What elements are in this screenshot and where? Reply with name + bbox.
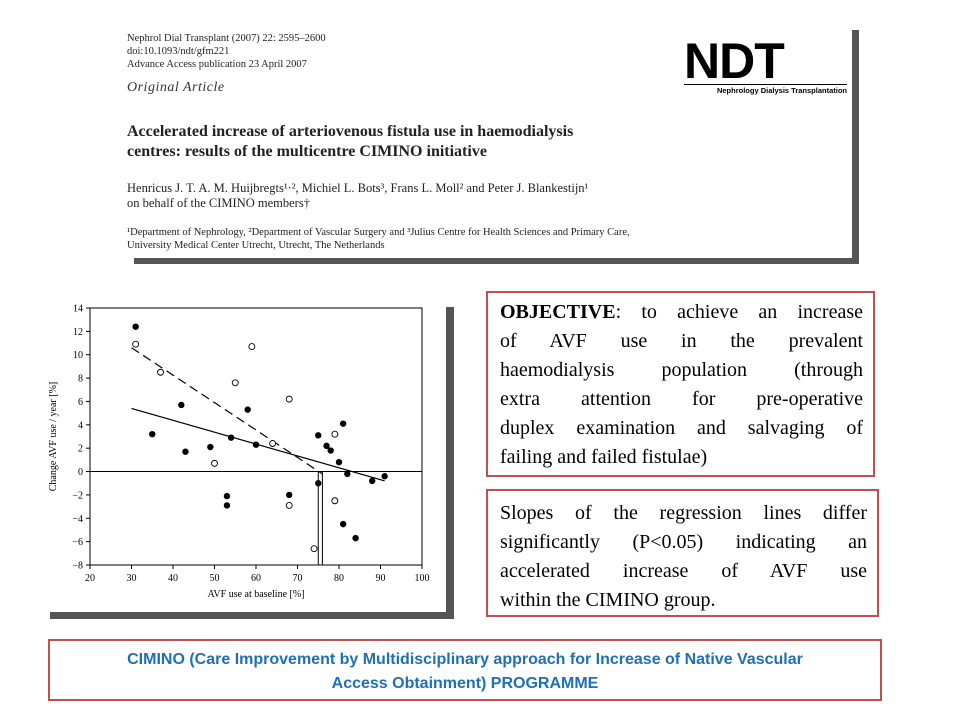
filled-point: [207, 444, 213, 450]
slopes-line: within the CIMINO group.: [500, 589, 716, 611]
y-tick-label: 14: [73, 303, 83, 315]
objective-line-text: : to achieve an increase: [615, 301, 863, 323]
x-axis-label: AVF use at baseline [%]: [207, 589, 305, 600]
x-tick-label: 50: [209, 573, 220, 584]
filled-point: [315, 480, 321, 486]
filled-point: [286, 492, 292, 498]
slopes-line: Slopes of the regression lines differ: [500, 502, 867, 524]
filled-point: [328, 447, 334, 453]
ndt-logo: [684, 33, 847, 95]
filled-point: [224, 502, 230, 508]
y-tick-label: −4: [72, 513, 83, 525]
authors: [127, 181, 837, 211]
logo-subtitle: Nephrology Dialysis Transplantation: [684, 84, 847, 95]
filled-point: [253, 441, 259, 447]
filled-point: [352, 535, 358, 541]
slopes-line: accelerated increase of AVF use: [500, 560, 867, 582]
objective-line: of AVF use in the prevalent: [500, 330, 863, 352]
article-type: Original Article: [127, 80, 225, 95]
x-tick-label: 90: [375, 573, 386, 584]
filled-point: [315, 432, 321, 438]
x-tick-label: 30: [126, 573, 137, 584]
filled-point: [228, 434, 234, 440]
objective-line: extra attention for pre-operative: [500, 388, 863, 410]
x-tick-label: 70: [292, 573, 303, 584]
authors-line: Henricus J. T. A. M. Huijbregts¹·², Michiel L. Bots³, Frans L. Moll² and Peter J. Blankestijn¹: [127, 181, 589, 195]
objective-line: [500, 298, 863, 327]
affiliation-line: ¹Department of Nephrology, ²Department of Vascular Surgery and ³Julius Centre for Health Sciences and Primary Care,: [127, 227, 630, 238]
x-tick-label: 80: [334, 573, 344, 584]
filled-point: [344, 471, 350, 477]
affiliations: [127, 226, 847, 252]
objective-line: haemodialysis population (through: [500, 359, 863, 381]
programme-line: Access Obtainment) PROGRAMME: [331, 675, 599, 692]
open-point: [212, 460, 218, 466]
x-tick-label: 40: [168, 573, 178, 584]
objective-line: duplex examination and salvaging of: [500, 417, 863, 439]
objective-box: [486, 291, 875, 477]
x-tick-label: 100: [414, 573, 430, 584]
authors-line: on behalf of the CIMINO members†: [127, 196, 310, 210]
slopes-line: significantly (P<0.05) indicating an: [500, 531, 867, 553]
open-point: [332, 431, 338, 437]
filled-point: [336, 459, 342, 465]
citation: [127, 32, 326, 71]
article-title: [127, 122, 827, 162]
y-tick-label: 2: [78, 443, 83, 455]
y-tick-label: 0: [78, 467, 83, 479]
filled-point: [178, 402, 184, 408]
filled-point: [132, 323, 138, 329]
y-tick-label: 4: [78, 420, 83, 432]
y-tick-label: 10: [73, 350, 83, 362]
scatter-chart: [42, 300, 446, 612]
filled-point: [381, 473, 387, 479]
title-line: centres: results of the multicentre CIMINO initiative: [127, 143, 487, 160]
affiliation-line: University Medical Center Utrecht, Utrecht, The Netherlands: [127, 240, 385, 251]
slopes-box: [486, 489, 879, 617]
open-point: [133, 341, 139, 347]
open-point: [158, 369, 164, 375]
logo-text: NDT: [684, 33, 784, 89]
scatter-chart-svg: [42, 300, 446, 612]
objective-line: failing and failed fistulae): [500, 446, 708, 468]
filled-point: [340, 420, 346, 426]
filled-point: [224, 493, 230, 499]
filled-point: [340, 521, 346, 527]
filled-point: [369, 478, 375, 484]
title-line: Accelerated increase of arteriovenous fistula use in haemodialysis: [127, 123, 574, 140]
objective-heading: OBJECTIVE: [500, 301, 616, 323]
open-point: [311, 546, 317, 552]
y-tick-label: 8: [78, 373, 83, 385]
article-header-image: [127, 24, 852, 258]
plot-frame: [90, 308, 422, 565]
open-point: [286, 502, 292, 508]
open-point: [270, 441, 276, 447]
open-point: [286, 396, 292, 402]
x-tick-label: 20: [85, 573, 95, 584]
open-point: [249, 344, 255, 350]
y-tick-label: −2: [72, 490, 83, 502]
filled-point: [149, 431, 155, 437]
y-tick-label: 6: [78, 396, 83, 408]
filled-point: [182, 448, 188, 454]
citation-line: doi:10.1093/ndt/gfm221: [127, 46, 230, 57]
open-point: [232, 380, 238, 386]
y-tick-label: −6: [72, 537, 83, 549]
x-tick-label: 60: [251, 573, 261, 584]
citation-line: Nephrol Dial Transplant (2007) 22: 2595–2600: [127, 33, 326, 44]
programme-box: [48, 639, 882, 701]
citation-line: Advance Access publication 23 April 2007: [127, 59, 307, 70]
y-tick-label: −8: [72, 560, 83, 572]
filled-point: [245, 406, 251, 412]
open-point: [332, 498, 338, 504]
y-axis-label: Change AVF use / year [%]: [48, 381, 59, 492]
programme-line: CIMINO (Care Improvement by Multidisciplinary approach for Increase of Native Vascular: [127, 651, 803, 668]
y-tick-label: 12: [73, 326, 83, 338]
